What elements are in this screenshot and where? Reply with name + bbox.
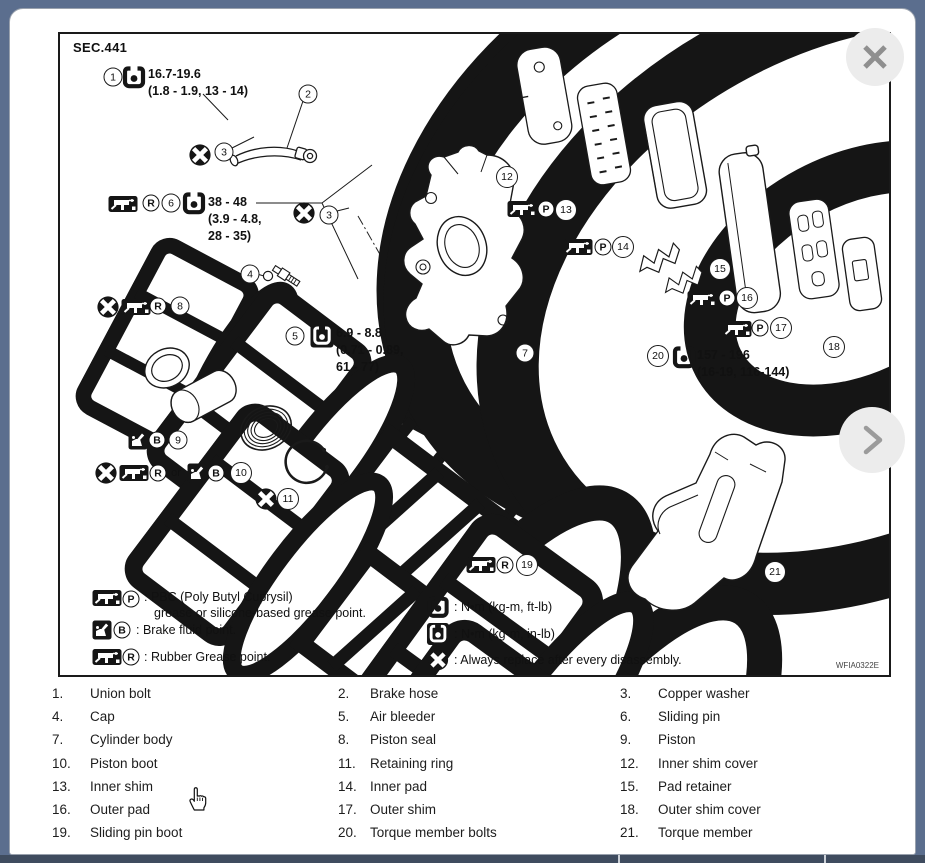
torque-ftlb-icon bbox=[427, 596, 450, 619]
callout-13: 13 bbox=[555, 199, 577, 221]
part-name: Cylinder body bbox=[90, 732, 173, 748]
callout-19: 19 bbox=[516, 554, 538, 576]
brake-hose-art bbox=[229, 147, 317, 167]
grease-point-icon bbox=[687, 291, 717, 308]
figure-code: WFIA0322E bbox=[835, 661, 879, 670]
close-icon bbox=[846, 28, 904, 86]
part-name: Sliding pin bbox=[658, 709, 721, 725]
replace-icon bbox=[428, 650, 449, 671]
torque-ftlb-icon bbox=[122, 65, 146, 89]
part-number: 16. bbox=[52, 801, 71, 817]
part-number: 20. bbox=[338, 825, 357, 841]
callout-3: 3 bbox=[215, 143, 234, 162]
part-name: Piston boot bbox=[90, 755, 158, 771]
callout-10: 10 bbox=[230, 462, 252, 484]
replace-icon bbox=[97, 296, 119, 318]
torque-spec-air-bleeder: 6.9 - 8.8 (0.71 - 0.89, 61 - 77) bbox=[336, 326, 404, 374]
grease-point-icon bbox=[108, 196, 138, 213]
rubber-grease-letter: R bbox=[150, 298, 167, 315]
legend-nm-ftlb: : N•m (kg-m, ft-lb) bbox=[454, 600, 553, 614]
brake-fluid-icon bbox=[128, 430, 148, 450]
or-text: or bbox=[171, 467, 181, 479]
next-page-button[interactable] bbox=[839, 407, 905, 473]
part-number: 19. bbox=[52, 825, 71, 841]
cap-art bbox=[263, 271, 272, 280]
callout-1: 1 bbox=[104, 68, 123, 87]
callout-9: 9 bbox=[169, 431, 188, 450]
part-name: Piston seal bbox=[370, 732, 437, 748]
part-number: 1. bbox=[52, 686, 64, 701]
legend-nm-inlb: : N•m (kg-m, in-lb) bbox=[454, 627, 555, 641]
rubber-grease-letter: R bbox=[150, 465, 167, 482]
callout-16: 16 bbox=[736, 287, 758, 309]
pbc-grease-letter: P bbox=[123, 591, 140, 608]
torque-ftlb-icon bbox=[182, 191, 206, 215]
legend-rubber-grease: : Rubber Grease point. bbox=[144, 650, 271, 664]
part-number: 4. bbox=[52, 709, 64, 725]
part-number: 9. bbox=[620, 732, 632, 748]
part-name: Brake hose bbox=[370, 686, 439, 701]
part-name: Outer pad bbox=[90, 801, 151, 817]
replace-icon bbox=[255, 488, 277, 510]
part-name: Retaining ring bbox=[370, 755, 454, 771]
grease-point-icon bbox=[121, 299, 151, 316]
pbc-grease-letter: P bbox=[538, 201, 555, 218]
torque-spec-sliding-pin: 38 - 48 (3.9 - 4.8, 28 - 35) bbox=[208, 195, 262, 243]
callout-15: 15 bbox=[709, 258, 731, 280]
callout-7: 7 bbox=[516, 344, 535, 363]
bottom-bar-tick bbox=[824, 855, 826, 863]
grease-point-icon bbox=[119, 465, 149, 482]
callout-2: 2 bbox=[299, 85, 318, 104]
chevron-right-icon bbox=[839, 407, 905, 473]
figure-frame bbox=[58, 32, 891, 677]
brake-fluid-letter: B bbox=[208, 465, 225, 482]
section-label: SEC.441 bbox=[73, 40, 128, 55]
close-button[interactable] bbox=[846, 28, 904, 86]
part-name: Air bleeder bbox=[370, 709, 436, 725]
legend-always-replace: : Always replace after every disassembly. bbox=[454, 653, 682, 667]
rubber-grease-letter: R bbox=[497, 557, 514, 574]
brake-fluid-icon bbox=[187, 463, 207, 483]
part-number: 17. bbox=[338, 801, 357, 817]
part-name: Inner shim cover bbox=[658, 755, 758, 771]
part-name: Cap bbox=[90, 709, 115, 725]
part-number: 14. bbox=[338, 778, 357, 794]
pbc-grease-letter: P bbox=[595, 239, 612, 256]
part-number: 21. bbox=[620, 825, 639, 841]
grease-point-icon bbox=[92, 649, 122, 666]
part-number: 5. bbox=[338, 709, 350, 725]
manual-page bbox=[9, 8, 916, 855]
part-name: Sliding pin boot bbox=[90, 825, 183, 841]
replace-icon bbox=[189, 144, 211, 166]
part-name: Union bolt bbox=[90, 686, 151, 701]
part-number: 18. bbox=[620, 801, 639, 817]
rubber-grease-letter: R bbox=[143, 195, 160, 212]
brake-fluid-letter: B bbox=[149, 432, 166, 449]
part-number: 6. bbox=[620, 709, 632, 725]
grease-point-icon bbox=[722, 321, 752, 338]
part-name: Inner pad bbox=[370, 778, 428, 794]
torque-inlb-icon bbox=[310, 324, 334, 348]
part-name: Inner shim bbox=[90, 778, 154, 794]
grease-point-icon bbox=[466, 557, 496, 574]
callout-11: 11 bbox=[277, 488, 299, 510]
part-name: Piston bbox=[658, 732, 696, 748]
part-number: 7. bbox=[52, 732, 64, 748]
part-name: Pad retainer bbox=[658, 778, 732, 794]
callout-8: 8 bbox=[171, 297, 190, 316]
torque-spec-union-bolt: 16.7-19.6 (1.8 - 1.9, 13 - 14) bbox=[148, 67, 249, 98]
part-name: Torque member bbox=[658, 825, 753, 841]
part-name: Copper washer bbox=[658, 686, 750, 701]
callout-14: 14 bbox=[612, 236, 634, 258]
grease-point-icon bbox=[563, 239, 593, 256]
torque-spec-member-bolts: 157 - 196 (16-19, 116-144) bbox=[697, 348, 790, 379]
callout-18: 18 bbox=[823, 336, 845, 358]
grease-point-icon bbox=[507, 201, 537, 218]
callout-5: 5 bbox=[286, 327, 305, 346]
torque-ftlb-icon bbox=[672, 345, 696, 369]
parts-list bbox=[52, 686, 914, 848]
brake-fluid-letter: B bbox=[114, 622, 131, 639]
rubber-grease-letter: R bbox=[123, 649, 140, 666]
brake-fluid-icon bbox=[92, 620, 112, 640]
callout-17: 17 bbox=[770, 317, 792, 339]
legend-pbc: : PBC (Poly Butyl Cuprysil) grease or silicone-based grease point. bbox=[144, 590, 366, 620]
callout-4: 4 bbox=[241, 265, 260, 284]
hand-cursor-icon bbox=[186, 784, 210, 812]
pbc-grease-letter: P bbox=[719, 290, 736, 307]
callout-21: 21 bbox=[764, 561, 786, 583]
part-name: Outer shim bbox=[370, 801, 437, 817]
part-number: 12. bbox=[620, 755, 639, 771]
part-name: Outer shim cover bbox=[658, 801, 761, 817]
bottom-bar-tick bbox=[618, 855, 620, 863]
torque-inlb-icon bbox=[427, 623, 450, 646]
part-number: 2. bbox=[338, 686, 350, 701]
callout-20: 20 bbox=[647, 345, 669, 367]
callout-3b: 3 bbox=[320, 206, 339, 225]
part-number: 11. bbox=[338, 755, 356, 771]
part-number: 13. bbox=[52, 778, 71, 794]
window-bottom-edge bbox=[0, 855, 925, 863]
part-number: 8. bbox=[338, 732, 350, 748]
part-number: 3. bbox=[620, 686, 632, 701]
callout-6: 6 bbox=[162, 194, 181, 213]
replace-icon bbox=[293, 202, 315, 224]
part-number: 10. bbox=[52, 755, 71, 771]
legend-brake-fluid: : Brake fluid point. bbox=[136, 623, 237, 637]
replace-icon bbox=[95, 462, 117, 484]
pbc-grease-letter: P bbox=[752, 320, 769, 337]
callout-12: 12 bbox=[496, 166, 518, 188]
grease-point-icon bbox=[92, 590, 122, 607]
part-name: Torque member bolts bbox=[370, 825, 497, 841]
part-number: 15. bbox=[620, 778, 639, 794]
